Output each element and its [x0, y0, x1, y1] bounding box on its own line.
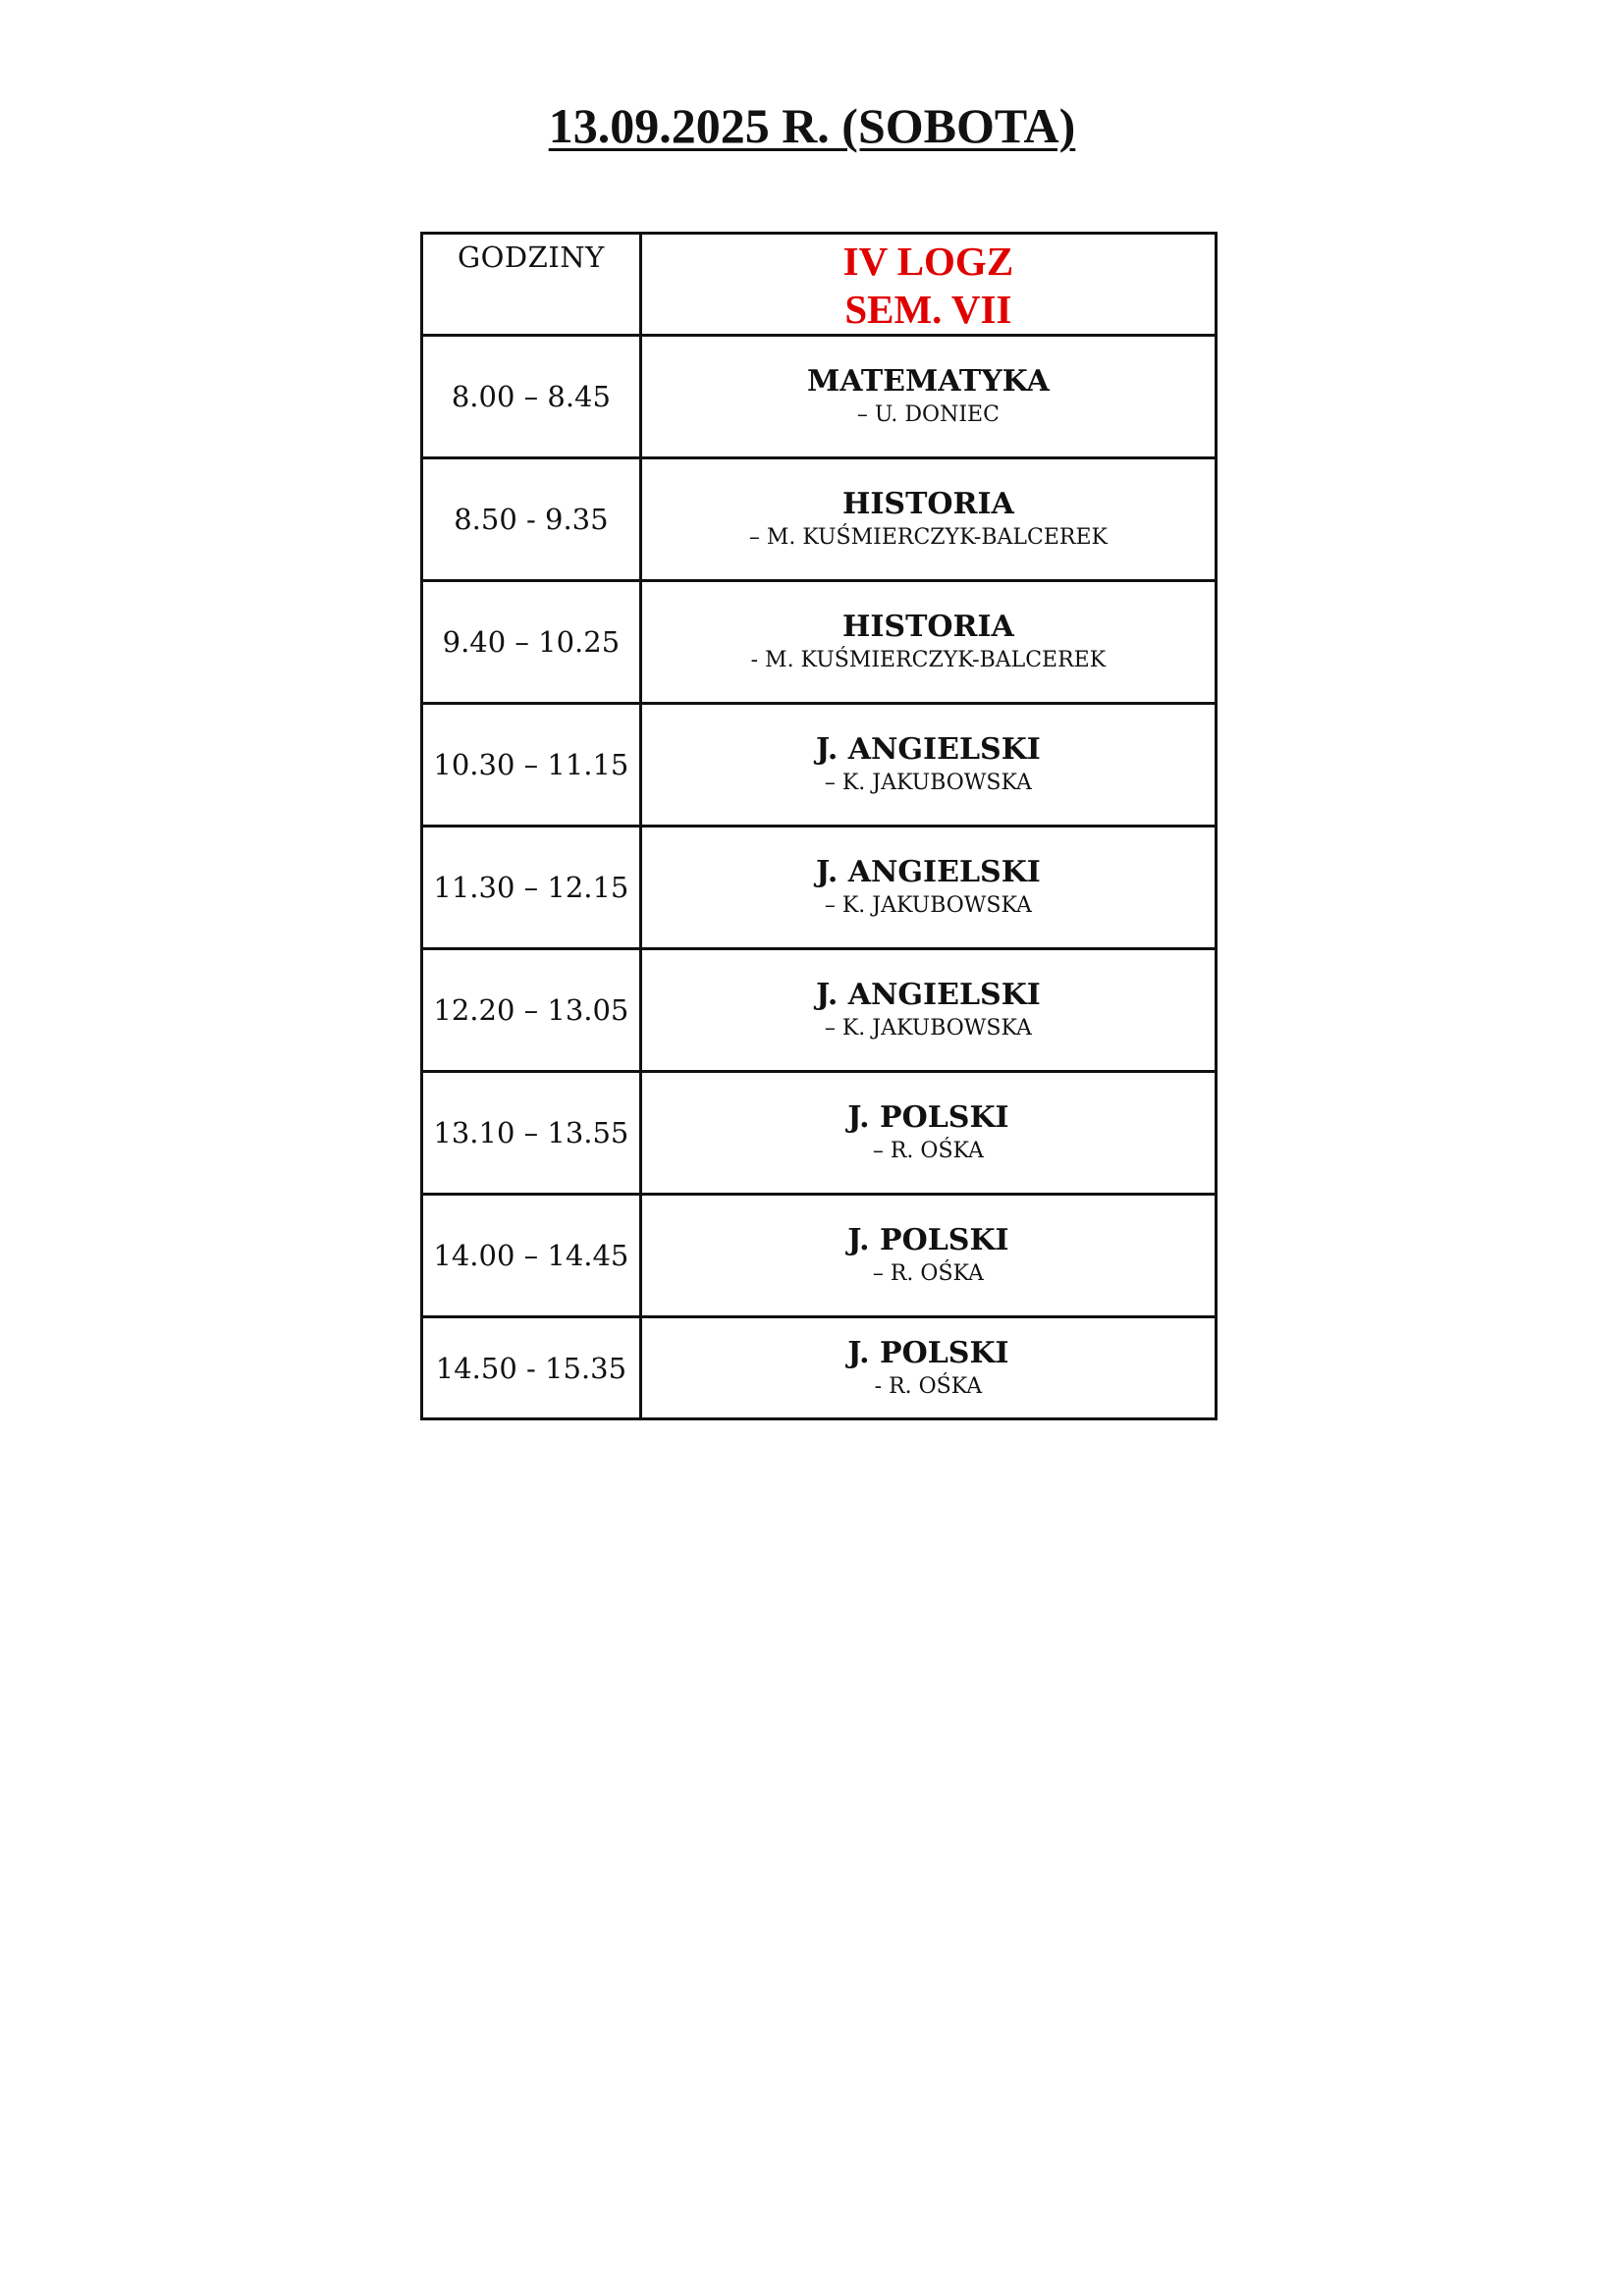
teacher-name: – R. OŚKA	[872, 1261, 984, 1286]
teacher-name: – K. JAKUBOWSKA	[824, 1016, 1032, 1041]
header-group-cell	[640, 234, 1216, 336]
page-title-text: 13.09.2025 R. (SOBOTA)	[548, 98, 1076, 153]
header-group-line2: SEM. VII	[844, 287, 1012, 332]
subject-name: HISTORIA	[842, 487, 1014, 521]
subject-cell	[640, 704, 1216, 827]
time-cell: 10.30 – 11.15	[422, 704, 641, 827]
subject-cell	[640, 458, 1216, 581]
teacher-name: – U. DONIEC	[856, 402, 1000, 427]
teacher-name: – M. KUŚMIERCZYK-BALCEREK	[748, 525, 1108, 550]
table-row	[422, 336, 1217, 458]
time-cell: 13.10 – 13.55	[422, 1072, 641, 1195]
header-group-line1: IV LOGZ	[842, 239, 1014, 284]
time-cell: 9.40 – 10.25	[422, 581, 641, 704]
time-cell: 8.00 – 8.45	[422, 336, 641, 458]
schedule-table	[420, 232, 1218, 1420]
header-hours-label: GODZINY	[457, 240, 605, 274]
time-cell: 12.20 – 13.05	[422, 949, 641, 1072]
header-hours-cell	[422, 234, 641, 336]
subject-cell	[640, 827, 1216, 949]
subject-name: HISTORIA	[842, 610, 1014, 644]
table-row	[422, 1317, 1217, 1419]
teacher-name: – K. JAKUBOWSKA	[824, 771, 1032, 795]
time-cell: 8.50 - 9.35	[422, 458, 641, 581]
teacher-name: - R. OŚKA	[874, 1373, 983, 1399]
table-row	[422, 1195, 1217, 1317]
table-row	[422, 581, 1217, 704]
teacher-name: – R. OŚKA	[872, 1139, 984, 1163]
table-row	[422, 827, 1217, 949]
subject-cell	[640, 581, 1216, 704]
subject-name: MATEMATYKA	[807, 364, 1050, 399]
table-header-row	[422, 234, 1217, 336]
table-row	[422, 1072, 1217, 1195]
teacher-name: – K. JAKUBOWSKA	[824, 893, 1032, 918]
subject-cell	[640, 949, 1216, 1072]
time-cell: 14.00 – 14.45	[422, 1195, 641, 1317]
subject-cell	[640, 1317, 1216, 1419]
table-row	[422, 458, 1217, 581]
subject-cell	[640, 1195, 1216, 1317]
time-cell: 14.50 - 15.35	[422, 1317, 641, 1419]
table-row	[422, 704, 1217, 827]
page-title	[0, 96, 1624, 155]
subject-name: J. POLSKI	[847, 1100, 1009, 1135]
subject-name: J. POLSKI	[847, 1335, 1009, 1370]
subject-cell	[640, 1072, 1216, 1195]
time-cell: 11.30 – 12.15	[422, 827, 641, 949]
subject-name: J. ANGIELSKI	[815, 978, 1041, 1012]
subject-name: J. ANGIELSKI	[815, 855, 1041, 889]
table-row	[422, 949, 1217, 1072]
subject-name: J. ANGIELSKI	[815, 732, 1041, 767]
subject-name: J. POLSKI	[847, 1223, 1009, 1257]
subject-cell	[640, 336, 1216, 458]
teacher-name: - M. KUŚMIERCZYK-BALCEREK	[750, 648, 1107, 672]
